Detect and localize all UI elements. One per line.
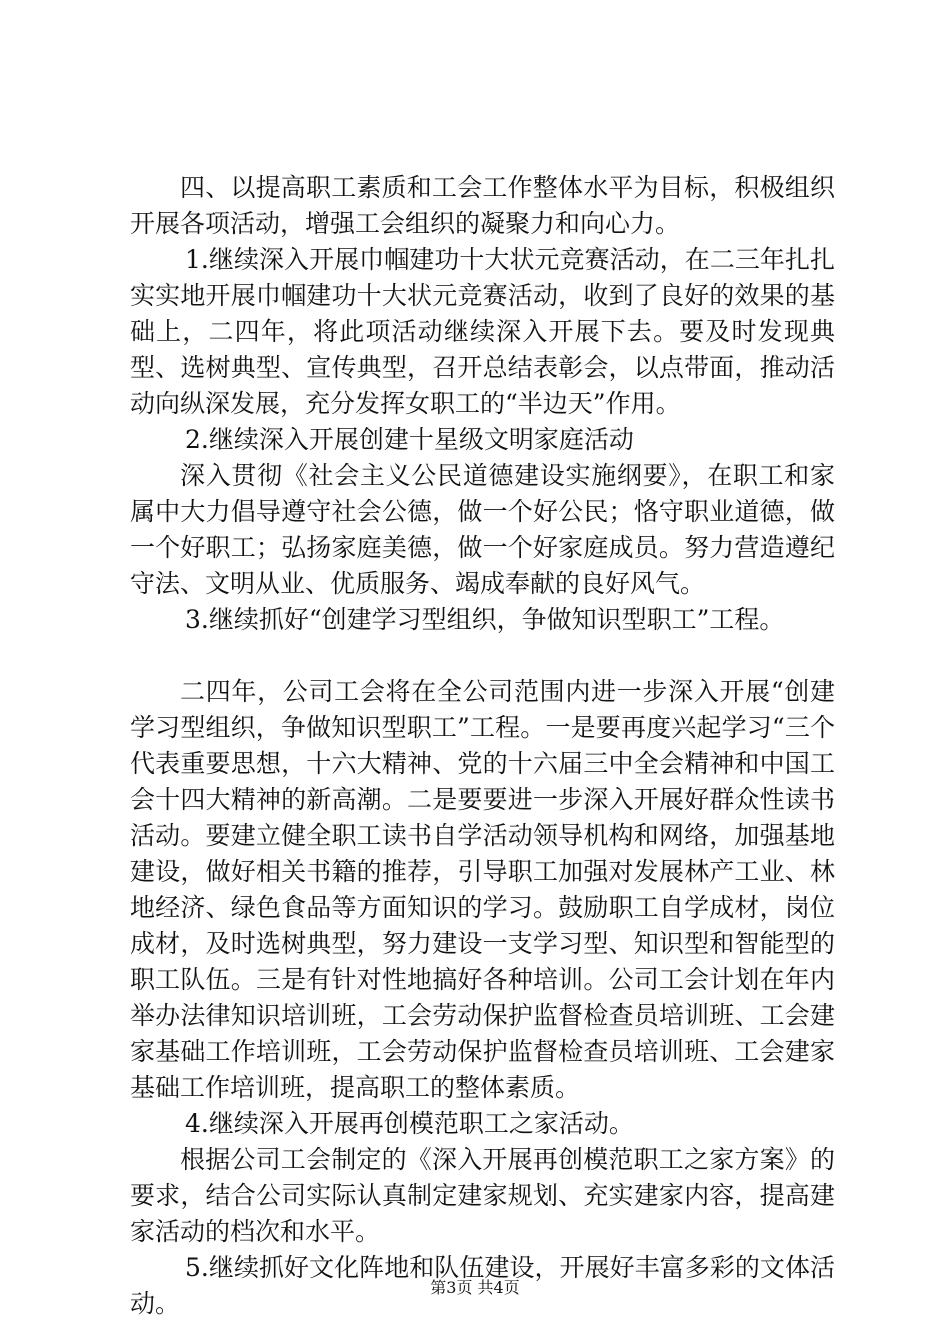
item-3-heading: 3.继续抓好“创建学习型组织，争做知识型职工”工程。 xyxy=(185,605,785,634)
section-heading-4: 四、以提高职工素质和工会工作整体水平为目标，积极组织开展各项活动，增强工会组织的凝聚力和向心力。 xyxy=(130,173,835,238)
item-2-body: 深入贯彻《社会主义公民道德建设实施纲要》，在职工和家属中大力倡导遵守社会公德，做一个好公民；恪守职业道德，做一个好职工；弘扬家庭美德，做一个好家庭成员。努力营造遵纪守法、文明从业、优质服务、竭成奉献的良好风气。 xyxy=(130,461,835,598)
document-body xyxy=(130,170,835,1322)
page-number-footer: 第3页 共4页 xyxy=(430,1278,520,1297)
item-4-heading: 4.继续深入开展再创模范职工之家活动。 xyxy=(185,1109,634,1138)
item-5-paragraph: 5.继续抓好文化阵地和队伍建设，开展好丰富多彩的文体活动。 xyxy=(130,1253,835,1318)
item-1-paragraph: 1.继续深入开展巾帼建功十大状元竞赛活动，在二三年扎扎实实地开展巾帼建功十大状元竞赛活动，收到了良好的效果的基础上，二四年，将此项活动继续深入开展下去。要及时发现典型、选树典型、宣传典型，召开总结表彰会，以点带面，推动活动向纵深发展，充分发挥女职工的“半边天”作用。 xyxy=(130,245,835,418)
item-4-body: 根据公司工会制定的《深入开展再创模范职工之家方案》的要求，结合公司实际认真制定建家规划、充实建家内容，提高建家活动的档次和水平。 xyxy=(130,1145,835,1246)
item-3-body: 二四年，公司工会将在全公司范围内进一步深入开展“创建学习型组织，争做知识型职工”工程。一是要再度兴起学习“三个代表重要思想，十六大精神、党的十六届三中全会精神和中国工会十四大精神的新高潮。二是要要进一步深入开展好群众性读书活动。要建立健全职工读书自学活动领导机构和网络，加强基地建设，做好相关书籍的推荐，引导职工加强对发展林产工业、林地经济、绿色食品等方面知识的学习。鼓励职工自学成材，岗位成材，及时选树典型，努力建设一支学习型、知识型和智能型的职工队伍。三是有针对性地搞好各种培训。公司工会计划在年内举办法律知识培训班，工会劳动保护监督检查员培训班、工会建家基础工作培训班，工会劳动保护监督检查员培训班、工会建家基础工作培训班，提高职工的整体素质。 xyxy=(130,677,835,1102)
item-2-heading: 2.继续深入开展创建十星级文明家庭活动 xyxy=(185,425,634,454)
